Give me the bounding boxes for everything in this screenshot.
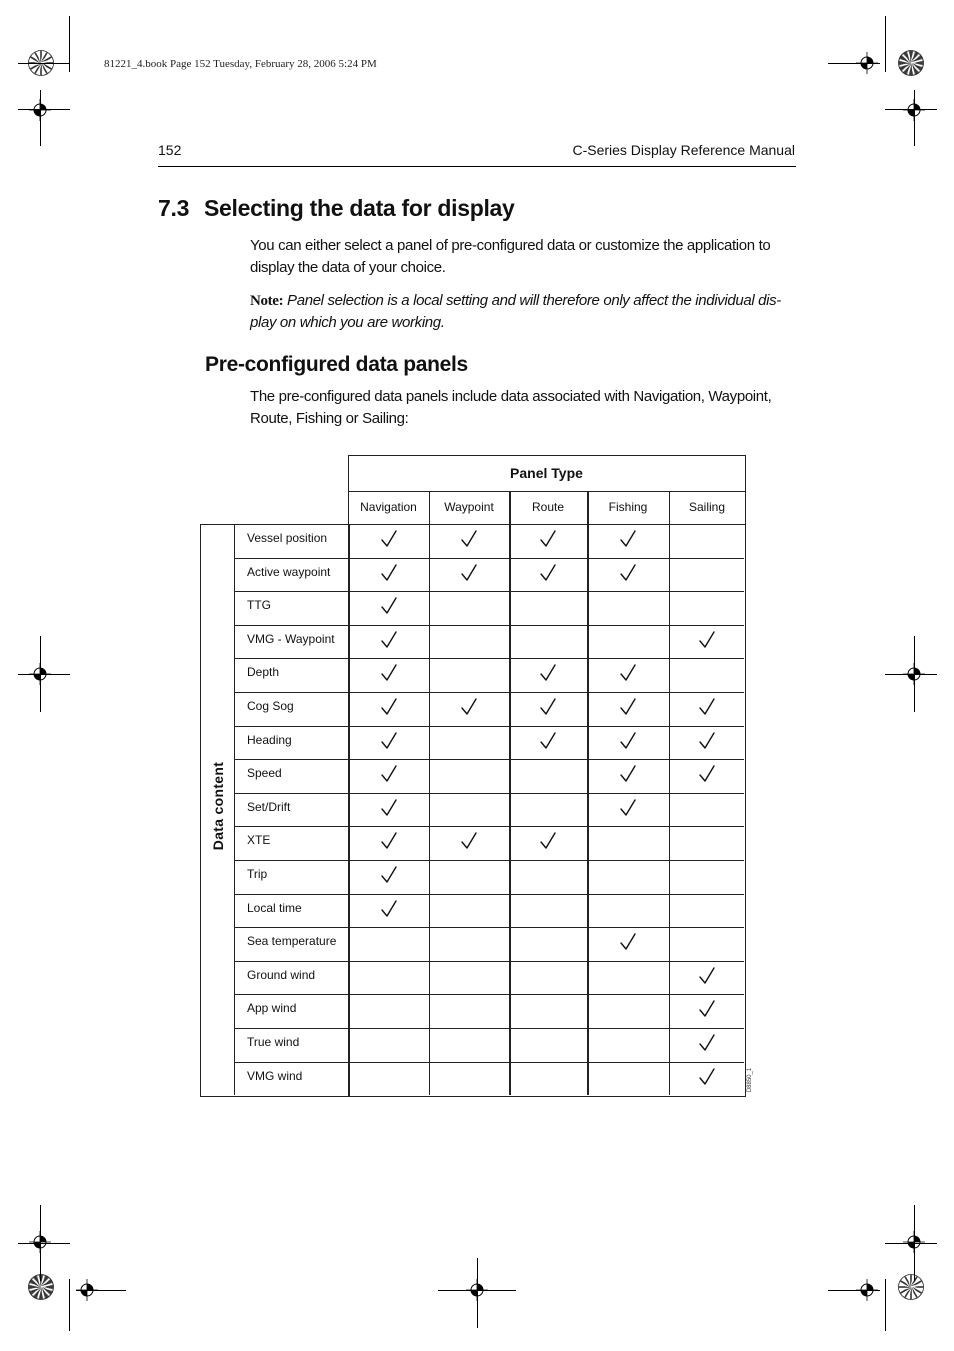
note-text: Panel selection is a local setting and will therefore only affect the individual dis- <box>283 292 781 309</box>
note-line <box>250 290 800 312</box>
row-label: Local time <box>247 900 302 915</box>
check-mark-icon <box>380 664 398 682</box>
check-mark-icon <box>539 832 557 850</box>
check-mark-icon <box>698 765 716 783</box>
row-label: App wind <box>247 1001 297 1016</box>
check-mark-icon <box>698 631 716 649</box>
note-paragraph <box>250 290 800 334</box>
crop-mark <box>40 90 41 146</box>
check-mark-icon <box>619 530 637 548</box>
column-header: Waypoint <box>444 500 494 514</box>
row-divider <box>234 994 744 995</box>
intro-line: display the data of your choice. <box>250 259 446 276</box>
header-divider <box>348 524 745 525</box>
check-mark-icon <box>539 698 557 716</box>
row-label: Trip <box>247 867 268 881</box>
color-rosette-icon <box>28 1274 54 1300</box>
row-divider <box>234 692 744 693</box>
check-mark-icon <box>698 1034 716 1052</box>
crop-mark <box>69 1279 70 1331</box>
check-mark-icon <box>539 530 557 548</box>
row-divider <box>234 759 744 760</box>
subsection-title: Pre-configured data panels <box>205 353 468 376</box>
check-mark-icon <box>380 564 398 582</box>
running-head: C-Series Display Reference Manual <box>572 142 795 158</box>
crop-mark <box>885 16 886 72</box>
data-content-label: Data content <box>210 761 226 851</box>
check-mark-icon <box>380 832 398 850</box>
color-rosette-icon <box>898 1274 924 1300</box>
check-mark-icon <box>380 597 398 615</box>
crop-mark <box>828 63 880 64</box>
check-mark-icon <box>619 765 637 783</box>
check-mark-icon <box>619 933 637 951</box>
check-mark-icon <box>380 900 398 918</box>
row-divider <box>234 826 744 827</box>
column-header: Route <box>531 500 565 514</box>
crop-mark <box>18 63 70 64</box>
row-label: Ground wind <box>247 967 316 982</box>
check-mark-icon <box>619 799 637 817</box>
row-divider <box>234 793 744 794</box>
column-header: Fishing <box>608 500 648 514</box>
crop-mark <box>477 1258 478 1328</box>
check-mark-icon <box>698 732 716 750</box>
row-label: Speed <box>247 766 282 781</box>
column-header: Sailing <box>688 500 726 514</box>
check-mark-icon <box>698 698 716 716</box>
row-divider <box>234 591 744 592</box>
check-mark-icon <box>539 732 557 750</box>
crop-mark <box>828 1290 880 1291</box>
subsection-line: The pre-configured data panels include data associated with Navigation, Waypoint, <box>250 388 772 405</box>
row-divider <box>234 927 744 928</box>
row-divider <box>234 625 744 626</box>
row-label: VMG wind <box>247 1068 303 1083</box>
subsection-paragraph <box>250 386 800 430</box>
row-label: Set/Drift <box>247 799 291 814</box>
subsection-line: Route, Fishing or Sailing: <box>250 410 409 427</box>
row-label: VMG - Waypoint <box>247 631 335 646</box>
page-number: 152 <box>158 142 182 158</box>
check-mark-icon <box>380 799 398 817</box>
check-mark-icon <box>619 698 637 716</box>
row-divider <box>234 1028 744 1029</box>
note-line: play on which you are working. <box>250 314 445 331</box>
row-label: TTG <box>247 598 271 613</box>
check-mark-icon <box>539 564 557 582</box>
row-divider <box>234 726 744 727</box>
section-heading: Selecting the data for display <box>204 195 515 221</box>
crop-mark <box>76 1290 126 1291</box>
panel-type-header: Panel Type <box>510 465 583 481</box>
crop-mark <box>438 1290 516 1291</box>
check-mark-icon <box>380 732 398 750</box>
check-mark-icon <box>619 732 637 750</box>
check-mark-icon <box>619 664 637 682</box>
row-label: Vessel position <box>247 531 328 545</box>
check-mark-icon <box>380 631 398 649</box>
panel-type-box <box>348 455 746 1097</box>
row-label: Depth <box>247 665 280 680</box>
section-title <box>158 195 515 222</box>
check-mark-icon <box>698 1000 716 1018</box>
check-mark-icon <box>380 866 398 884</box>
crop-mark <box>885 109 937 110</box>
crop-mark <box>18 109 70 110</box>
row-divider <box>234 894 744 895</box>
check-mark-icon <box>698 967 716 985</box>
row-divider <box>234 558 744 559</box>
intro-line: You can either select a panel of pre-configured data or customize the application to <box>250 237 771 254</box>
check-mark-icon <box>380 530 398 548</box>
check-mark-icon <box>539 664 557 682</box>
book-slug: 81221_4.book Page 152 Tuesday, February 28, 2006 5:24 PM <box>104 58 377 70</box>
crop-mark <box>885 1279 886 1331</box>
check-mark-icon <box>380 765 398 783</box>
row-label: Sea temperature <box>247 934 337 949</box>
note-label: Note: <box>250 293 284 309</box>
section-number: 7.3 <box>158 195 190 221</box>
row-label: Active waypoint <box>247 564 331 579</box>
check-mark-icon <box>460 530 478 548</box>
figure-id: D8850_1 <box>747 1067 753 1093</box>
check-mark-icon <box>460 832 478 850</box>
row-label: Cog Sog <box>247 699 294 713</box>
check-mark-icon <box>698 1068 716 1086</box>
intro-paragraph <box>250 235 800 279</box>
check-mark-icon <box>380 698 398 716</box>
crop-mark <box>18 1243 70 1244</box>
row-divider <box>234 658 744 659</box>
check-mark-icon <box>460 564 478 582</box>
crop-mark <box>914 90 915 146</box>
header-rule <box>158 166 796 167</box>
row-label: Heading <box>247 732 292 747</box>
label-divider <box>234 524 235 1095</box>
row-divider <box>234 1062 744 1063</box>
row-divider <box>234 961 744 962</box>
color-rosette-icon <box>898 50 924 76</box>
crop-mark <box>18 674 70 675</box>
row-label: XTE <box>247 833 271 848</box>
check-mark-icon <box>619 564 637 582</box>
row-divider <box>234 860 744 861</box>
crop-mark <box>885 674 937 675</box>
column-header: Navigation <box>360 500 417 514</box>
crop-mark <box>885 1243 937 1244</box>
row-label: True wind <box>247 1035 300 1049</box>
check-mark-icon <box>460 698 478 716</box>
